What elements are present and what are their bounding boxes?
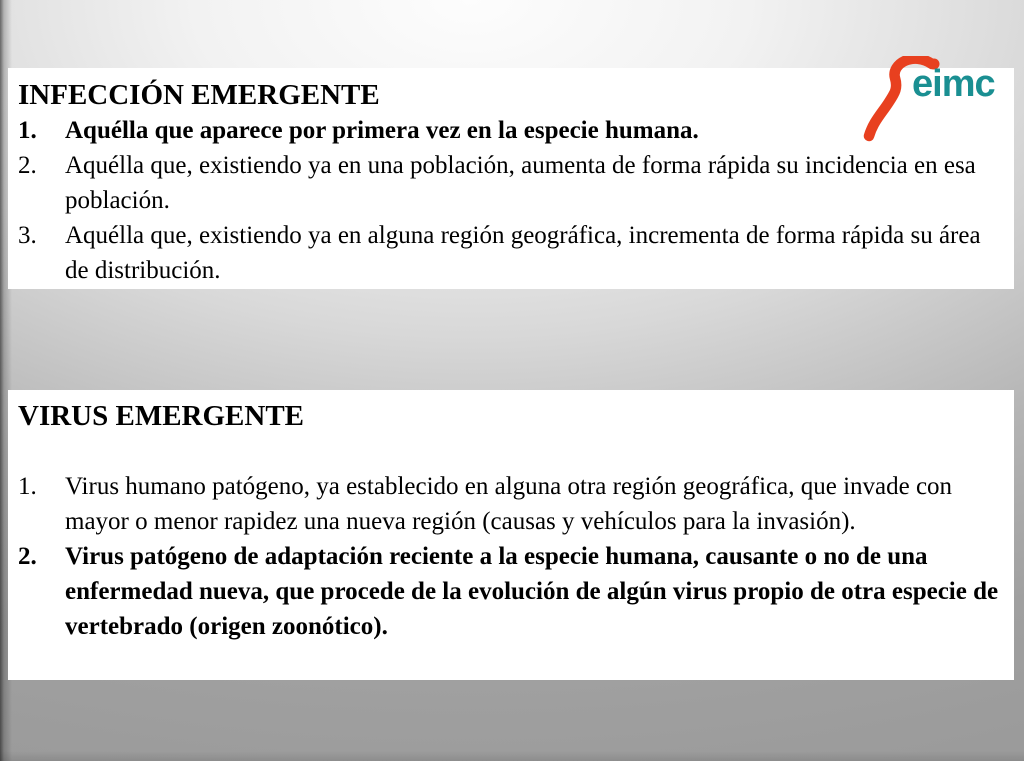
infection-box-title: INFECCIÓN EMERGENTE [18,79,380,111]
item-number: 2. [18,152,37,179]
item-text: Aquélla que, existiendo ya en una población, aumenta de forma rápida su incidencia en esa población. [65,152,976,214]
item-text: Aquélla que, existiendo ya en alguna región geográfica, incrementa de forma rápida su área de distribución. [65,222,981,284]
list-item [8,113,1002,148]
infection-definition-list [8,113,1002,288]
seimc-logo-text: eimc [912,63,995,105]
item-number: 3. [18,222,37,249]
item-number: 1. [18,117,37,144]
item-number: 2. [18,543,37,570]
list-item [8,469,1002,539]
item-text: Virus humano patógeno, ya establecido en alguna otra región geográfica, que invade con mayor o menor rapidez una nueva región (causas y vehículos para la invasión). [65,473,953,535]
seimc-logo [855,56,1017,152]
list-item [8,218,1002,288]
list-item [8,148,1002,218]
item-text: Virus patógeno de adaptación reciente a la especie humana, causante o no de una enfermedad nueva, que procede de la evolución de algún virus propio de otra especie de vertebrado (origen zoonótico). [65,543,999,640]
virus-definition-box [8,390,1014,680]
list-item [8,539,1002,644]
item-text: Aquélla que aparece por primera vez en la especie humana. [65,117,699,144]
virus-definition-list [8,469,1002,644]
virus-box-title: VIRUS EMERGENTE [18,400,305,432]
item-number: 1. [18,473,37,500]
